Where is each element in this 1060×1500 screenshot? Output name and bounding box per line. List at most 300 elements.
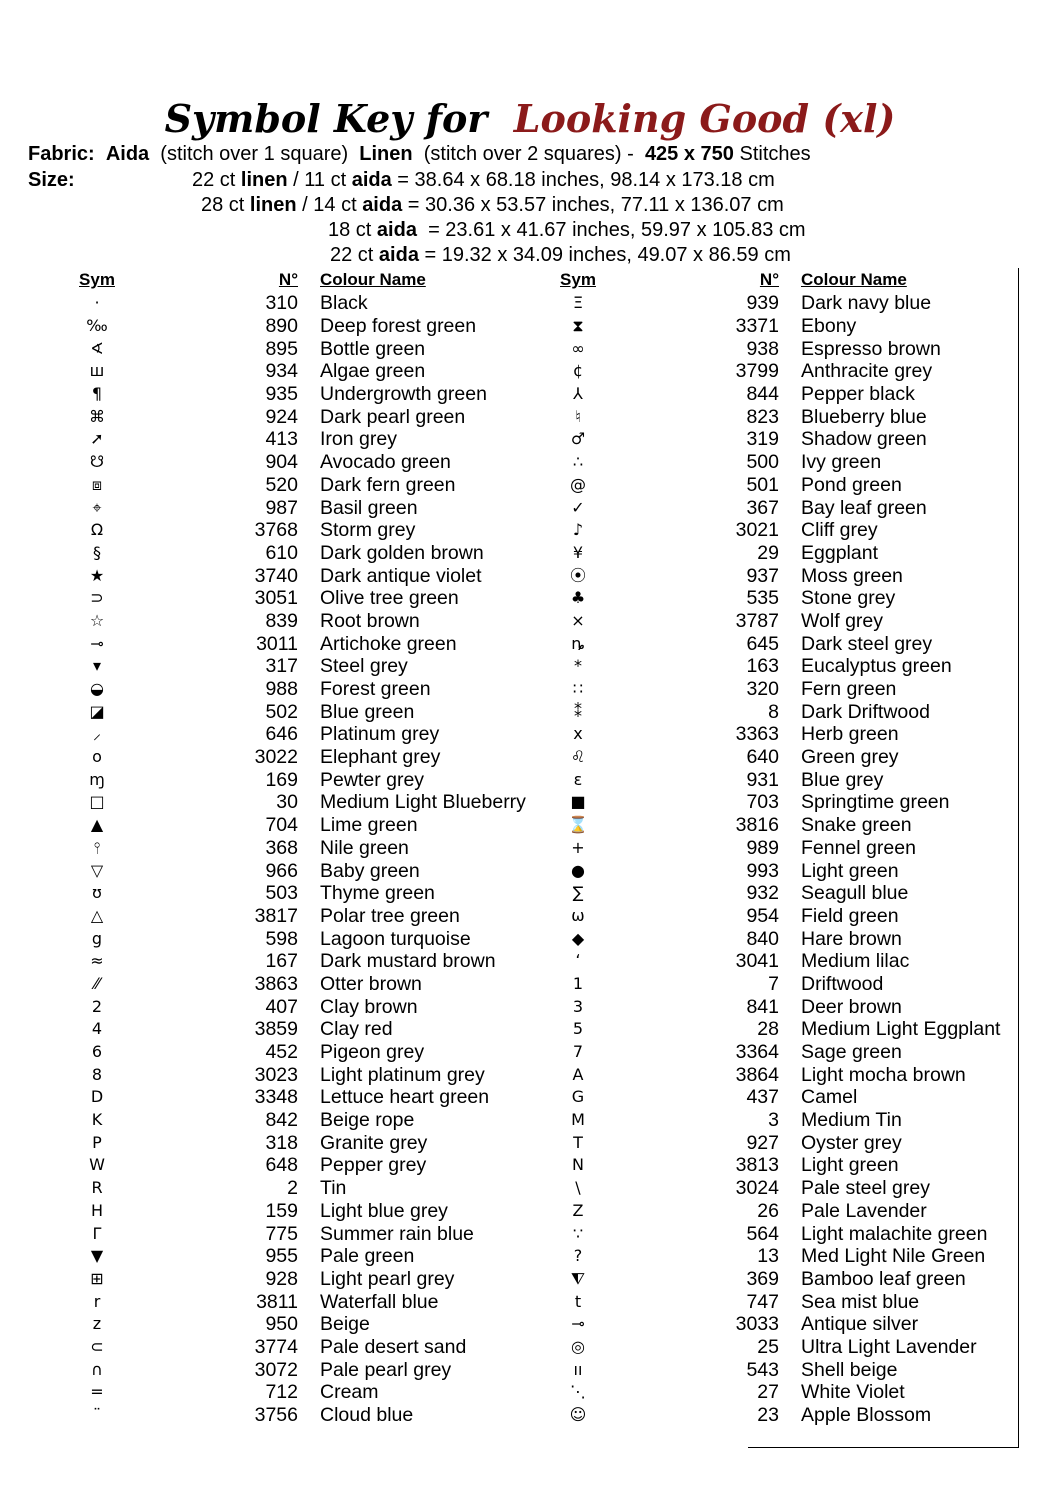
colour-name: Espresso brown xyxy=(801,337,941,360)
table-row xyxy=(523,292,1051,315)
colour-number: 839 xyxy=(265,609,298,632)
table-row xyxy=(523,564,1051,587)
symbol-icon: ☋ xyxy=(89,452,105,472)
colour-name: Lagoon turquoise xyxy=(320,927,471,950)
table-row xyxy=(523,678,1051,701)
colour-name: Pond green xyxy=(801,473,902,496)
colour-number: 842 xyxy=(265,1109,298,1132)
size-line-text: = 38.64 x 68.18 inches, 98.14 x 173.18 cm xyxy=(391,169,775,191)
colour-number: 28 xyxy=(757,1018,779,1041)
header-sym: Sym xyxy=(560,270,596,289)
table-row xyxy=(42,1018,570,1041)
colour-name: Cliff grey xyxy=(801,519,878,542)
table-row xyxy=(523,519,1051,542)
table-row xyxy=(523,1063,1051,1086)
table-row xyxy=(523,1404,1051,1427)
table-row xyxy=(523,1177,1051,1200)
table-row xyxy=(42,496,570,519)
symbol-icon: Z xyxy=(572,1200,584,1220)
table-row xyxy=(523,700,1051,723)
symbol-icon: △ xyxy=(90,905,104,925)
table-row xyxy=(42,1245,570,1268)
symbol-icon: + xyxy=(571,837,585,857)
symbol-icon: ★ xyxy=(89,565,105,585)
symbol-icon: ⋱ xyxy=(570,1382,586,1402)
colour-number: 317 xyxy=(265,655,298,678)
colour-name: Pale desert sand xyxy=(320,1335,467,1358)
colour-number: 27 xyxy=(757,1381,779,1404)
symbol-icon: ¥ xyxy=(572,542,584,562)
symbol-icon: ɱ xyxy=(89,769,105,789)
colour-name: Medium Light Eggplant xyxy=(801,1018,1001,1041)
header-name: Colour Name xyxy=(801,270,907,289)
colour-number: 598 xyxy=(265,927,298,950)
symbol-icon: W xyxy=(89,1155,105,1175)
colour-number: 823 xyxy=(746,405,779,428)
colour-name: Light mocha brown xyxy=(801,1063,966,1086)
colour-name: Fern green xyxy=(801,678,897,701)
symbol-icon: A xyxy=(572,1064,584,1084)
table-row xyxy=(523,383,1051,406)
colour-name: Pepper black xyxy=(801,383,915,406)
table-row xyxy=(523,882,1051,905)
colour-name: Otter brown xyxy=(320,972,422,995)
colour-name: Dark navy blue xyxy=(801,292,932,315)
colour-name: Storm grey xyxy=(320,519,416,542)
colour-name: Steel grey xyxy=(320,655,408,678)
symbol-icon: K xyxy=(91,1110,103,1130)
colour-name: Platinum grey xyxy=(320,723,440,746)
symbol-icon: r xyxy=(93,1291,101,1311)
symbol-icon: 1 xyxy=(572,973,584,993)
colour-name: Hare brown xyxy=(801,927,902,950)
colour-name: Bamboo leaf green xyxy=(801,1267,966,1290)
colour-name: Stone grey xyxy=(801,587,896,610)
symbol-icon: @ xyxy=(570,474,586,494)
colour-number: 13 xyxy=(757,1245,779,1268)
colour-number: 407 xyxy=(265,995,298,1018)
size-line-text: = 23.61 x 41.67 inches, 59.97 x 105.83 cm xyxy=(416,219,806,241)
symbol-icon: ▽ xyxy=(90,860,104,880)
colour-name: Seagull blue xyxy=(801,882,909,905)
colour-name: Dark steel grey xyxy=(801,632,933,655)
table-row xyxy=(523,837,1051,860)
colour-name: Dark Driftwood xyxy=(801,700,930,723)
symbol-icon: ∩ xyxy=(91,1359,103,1379)
colour-number: 3859 xyxy=(254,1018,298,1041)
colour-number: 3371 xyxy=(735,315,779,338)
colour-number: 319 xyxy=(746,428,779,451)
colour-name: Snake green xyxy=(801,814,912,837)
colour-name: Black xyxy=(320,292,368,315)
colour-number: 932 xyxy=(746,882,779,905)
colour-name: Light malachite green xyxy=(801,1222,988,1245)
table-row xyxy=(523,474,1051,497)
table-row xyxy=(42,337,570,360)
colour-name: Cream xyxy=(320,1381,379,1404)
fabric-line xyxy=(28,142,811,167)
symbol-icon: ¶ xyxy=(91,384,103,404)
colour-name: Dark antique violet xyxy=(320,564,482,587)
colour-number: 703 xyxy=(746,791,779,814)
colour-number: 368 xyxy=(265,836,298,859)
colour-number: 3799 xyxy=(735,360,779,383)
table-row xyxy=(42,292,570,315)
colour-name: Pale Lavender xyxy=(801,1199,927,1222)
symbol-icon: ∵ xyxy=(572,1223,584,1243)
colour-name: Shadow green xyxy=(801,428,927,451)
symbol-icon: ◪ xyxy=(89,701,105,721)
symbol-icon: ⊂ xyxy=(90,1336,104,1356)
symbol-icon: Ω xyxy=(90,520,104,540)
symbol-table-right xyxy=(523,268,1051,1426)
colour-name: Nile green xyxy=(320,836,409,859)
table-row xyxy=(523,973,1051,996)
symbol-icon: Γ xyxy=(92,1223,102,1243)
colour-number: 938 xyxy=(746,337,779,360)
title-prefix: Symbol Key for xyxy=(164,96,488,141)
symbol-icon: ◒ xyxy=(90,679,104,699)
symbol-icon: N xyxy=(572,1155,584,1175)
symbol-icon: x xyxy=(573,724,583,744)
table-header xyxy=(523,268,1051,292)
size-line-text: / 14 ct xyxy=(296,194,363,216)
colour-name: Basil green xyxy=(320,496,418,519)
size-line-text: 22 ct xyxy=(192,169,241,191)
symbol-table-left xyxy=(42,268,570,1426)
colour-number: 3817 xyxy=(254,904,298,927)
table-row xyxy=(42,837,570,860)
symbol-icon: ⊞ xyxy=(90,1268,104,1288)
symbol-icon: ♪ xyxy=(572,520,584,540)
symbol-icon: ¢ xyxy=(572,361,584,381)
colour-name: Herb green xyxy=(801,723,899,746)
colour-name: Ultra Light Lavender xyxy=(801,1335,977,1358)
colour-number: 966 xyxy=(265,859,298,882)
colour-number: 3864 xyxy=(735,1063,779,1086)
size-label: Size: xyxy=(28,169,75,191)
table-row xyxy=(42,1336,570,1359)
symbol-icon: ✓ xyxy=(571,497,585,517)
symbol-icon: ⁑ xyxy=(574,701,582,721)
colour-number: 3348 xyxy=(254,1086,298,1109)
table-row xyxy=(523,1154,1051,1177)
table-row xyxy=(42,542,570,565)
colour-name: Thyme green xyxy=(320,882,435,905)
table-row xyxy=(42,1222,570,1245)
colour-name: Beige rope xyxy=(320,1109,415,1132)
table-row xyxy=(42,859,570,882)
table-row xyxy=(42,1404,570,1427)
symbol-icon: ʊ xyxy=(92,883,102,903)
colour-name: Wolf grey xyxy=(801,609,883,632)
header-name: Colour Name xyxy=(320,270,426,289)
colour-number: 169 xyxy=(265,768,298,791)
symbol-icon: · xyxy=(94,293,100,313)
table-row xyxy=(523,1358,1051,1381)
colour-number: 23 xyxy=(757,1404,779,1427)
page-title xyxy=(0,96,1060,142)
colour-number: 987 xyxy=(265,496,298,519)
symbol-icon: ш xyxy=(89,361,105,381)
colour-name: Springtime green xyxy=(801,791,950,814)
table-row xyxy=(523,1381,1051,1404)
colour-number: 924 xyxy=(265,405,298,428)
colour-number: 3768 xyxy=(254,519,298,542)
table-row xyxy=(523,1313,1051,1336)
colour-name: Sea mist blue xyxy=(801,1290,920,1313)
colour-number: 3022 xyxy=(254,746,298,769)
table-row xyxy=(523,791,1051,814)
symbol-icon: § xyxy=(93,542,101,562)
colour-name: Medium Tin xyxy=(801,1109,902,1132)
colour-name: Avocado green xyxy=(320,451,451,474)
table-row xyxy=(42,746,570,769)
colour-number: 3 xyxy=(768,1109,779,1132)
symbol-icon: t xyxy=(574,1291,582,1311)
size-line-bold: aida xyxy=(376,219,417,241)
colour-number: 8 xyxy=(768,700,779,723)
colour-name: Ivy green xyxy=(801,451,882,474)
table-row xyxy=(523,632,1051,655)
symbol-icon: ⧗ xyxy=(572,316,584,336)
colour-number: 993 xyxy=(746,859,779,882)
symbol-icon: ➚ xyxy=(90,429,104,449)
symbol-icon: □ xyxy=(89,792,105,812)
colour-name: Bottle green xyxy=(320,337,426,360)
symbol-icon: H xyxy=(90,1200,104,1220)
symbol-icon: ? xyxy=(573,1246,583,1266)
table-row xyxy=(42,1358,570,1381)
colour-name: Apple Blossom xyxy=(801,1404,932,1427)
colour-number: 543 xyxy=(746,1358,779,1381)
symbol-icon: 7 xyxy=(572,1042,584,1062)
colour-name: Baby green xyxy=(320,859,420,882)
colour-number: 747 xyxy=(746,1290,779,1313)
colour-number: 520 xyxy=(265,473,298,496)
table-row xyxy=(42,1200,570,1223)
size-line-text: 28 ct xyxy=(201,194,250,216)
design-name: Looking Good (xl) xyxy=(513,96,896,141)
symbol-icon: ¨ xyxy=(93,1405,101,1425)
size-line-bold: linen xyxy=(249,194,297,216)
table-row xyxy=(42,973,570,996)
symbol-icon: R xyxy=(91,1178,103,1198)
symbol-icon: G xyxy=(571,1087,585,1107)
colour-name: Waterfall blue xyxy=(320,1290,439,1313)
colour-name: Green grey xyxy=(801,746,899,769)
colour-number: 564 xyxy=(746,1222,779,1245)
colour-number: 3363 xyxy=(735,723,779,746)
symbol-icon: Ξ xyxy=(572,293,584,313)
table-row xyxy=(523,337,1051,360)
colour-number: 503 xyxy=(265,882,298,905)
table-row xyxy=(523,1086,1051,1109)
fabric-aida: Aida xyxy=(105,143,150,165)
colour-number: 3774 xyxy=(254,1335,298,1358)
table-row xyxy=(42,1290,570,1313)
table-row xyxy=(523,950,1051,973)
colour-number: 318 xyxy=(265,1131,298,1154)
symbol-icon: 8 xyxy=(91,1064,103,1084)
symbol-icon: ⊸ xyxy=(571,1314,585,1334)
fabric-label: Fabric: xyxy=(28,143,95,165)
symbol-icon: ‰ xyxy=(86,316,108,336)
size-line-4 xyxy=(330,243,791,268)
symbol-icon: ⸝ xyxy=(92,724,101,744)
table-row xyxy=(523,768,1051,791)
colour-name: Camel xyxy=(801,1086,858,1109)
colour-number: 500 xyxy=(746,451,779,474)
table-row xyxy=(523,542,1051,565)
colour-name: Blue grey xyxy=(801,768,884,791)
colour-number: 535 xyxy=(746,587,779,610)
table-row xyxy=(42,315,570,338)
colour-number: 26 xyxy=(757,1199,779,1222)
colour-name: Artichoke green xyxy=(320,632,457,655)
table-row xyxy=(523,1041,1051,1064)
symbol-icon: = xyxy=(90,1382,104,1402)
colour-name: Driftwood xyxy=(801,972,884,995)
symbol-icon: ⫯ xyxy=(93,837,101,857)
table-row xyxy=(42,451,570,474)
table-row xyxy=(42,1268,570,1291)
colour-name: Oyster grey xyxy=(801,1131,902,1154)
colour-name: Lime green xyxy=(320,814,418,837)
size-line-text: 18 ct xyxy=(328,219,377,241)
colour-name: Clay red xyxy=(320,1018,393,1041)
symbol-icon: ⧨ xyxy=(570,1268,586,1288)
colour-name: Clay brown xyxy=(320,995,418,1018)
table-row xyxy=(42,1041,570,1064)
symbol-icon: ▼ xyxy=(90,1246,104,1266)
fabric-linen-note: (stitch over 2 squares) - xyxy=(423,143,634,165)
table-row xyxy=(523,746,1051,769)
colour-name: Polar tree green xyxy=(320,904,460,927)
table-row xyxy=(523,1109,1051,1132)
symbol-icon: ⁄⁄ xyxy=(94,973,100,993)
table-row xyxy=(523,1131,1051,1154)
colour-name: Blue green xyxy=(320,700,415,723)
table-border-bottom xyxy=(748,1447,1018,1448)
fabric-stitches: Stitches xyxy=(739,143,811,165)
colour-name: Fennel green xyxy=(801,836,916,859)
colour-number: 310 xyxy=(265,292,298,315)
symbol-icon: × xyxy=(571,610,585,630)
colour-name: Root brown xyxy=(320,609,420,632)
symbol-icon: ıı xyxy=(573,1359,583,1379)
colour-name: Beige xyxy=(320,1313,370,1336)
colour-number: 3364 xyxy=(735,1041,779,1064)
colour-number: 25 xyxy=(757,1335,779,1358)
table-row xyxy=(523,905,1051,928)
colour-number: 928 xyxy=(265,1267,298,1290)
colour-number: 437 xyxy=(746,1086,779,1109)
colour-name: Forest green xyxy=(320,678,431,701)
colour-name: Deep forest green xyxy=(320,315,477,338)
colour-number: 939 xyxy=(746,292,779,315)
size-line-bold: aida xyxy=(362,194,403,216)
colour-number: 3024 xyxy=(735,1177,779,1200)
table-row xyxy=(42,405,570,428)
table-row xyxy=(523,859,1051,882)
colour-number: 934 xyxy=(265,360,298,383)
table-row xyxy=(523,927,1051,950)
colour-name: Eggplant xyxy=(801,541,878,564)
symbol-icon: ω xyxy=(571,905,585,925)
table-row xyxy=(42,519,570,542)
table-row xyxy=(523,1245,1051,1268)
table-row xyxy=(42,610,570,633)
colour-name: Dark golden brown xyxy=(320,541,484,564)
header-num: N° xyxy=(278,270,298,289)
table-row xyxy=(42,678,570,701)
table-row xyxy=(42,1086,570,1109)
colour-number: 167 xyxy=(265,950,298,973)
symbol-icon: ⌖ xyxy=(92,497,102,517)
colour-name: Moss green xyxy=(801,564,903,587)
table-row xyxy=(42,1109,570,1132)
table-row xyxy=(523,1290,1051,1313)
colour-name: Medium Light Blueberry xyxy=(320,791,526,814)
colour-number: 3041 xyxy=(735,950,779,973)
symbol-icon: ∴ xyxy=(572,452,584,472)
colour-name: Iron grey xyxy=(320,428,397,451)
colour-number: 844 xyxy=(746,383,779,406)
size-line-bold: aida xyxy=(351,169,392,191)
size-line-1 xyxy=(192,168,775,193)
table-row xyxy=(42,768,570,791)
colour-name: Light platinum grey xyxy=(320,1063,485,1086)
symbol-icon: 4 xyxy=(91,1019,103,1039)
colour-number: 645 xyxy=(746,632,779,655)
table-row xyxy=(42,1177,570,1200)
colour-number: 3740 xyxy=(254,564,298,587)
size-line-text: = 30.36 x 53.57 inches, 77.11 x 136.07 cm xyxy=(402,194,784,216)
colour-name: Sage green xyxy=(801,1041,902,1064)
colour-number: 3021 xyxy=(735,519,779,542)
symbol-icon: g xyxy=(91,928,103,948)
colour-name: Pepper grey xyxy=(320,1154,427,1177)
colour-name: Dark mustard brown xyxy=(320,950,496,973)
colour-number: 648 xyxy=(265,1154,298,1177)
colour-number: 3023 xyxy=(254,1063,298,1086)
table-row xyxy=(42,995,570,1018)
fabric-dims: 425 x 750 xyxy=(644,143,734,165)
colour-number: 3756 xyxy=(254,1404,298,1427)
symbol-icon: 6 xyxy=(91,1042,103,1062)
colour-name: Light blue grey xyxy=(320,1199,448,1222)
colour-number: 704 xyxy=(265,814,298,837)
symbol-icon: ⊃ xyxy=(90,588,104,608)
symbol-icon: M xyxy=(571,1110,585,1130)
colour-name: Anthracite grey xyxy=(801,360,933,383)
colour-number: 367 xyxy=(746,496,779,519)
colour-number: 955 xyxy=(265,1245,298,1268)
colour-number: 950 xyxy=(265,1313,298,1336)
table-row xyxy=(523,1222,1051,1245)
table-row xyxy=(523,405,1051,428)
colour-number: 159 xyxy=(265,1199,298,1222)
symbol-icon: D xyxy=(90,1087,104,1107)
colour-number: 775 xyxy=(265,1222,298,1245)
fabric-linen: Linen xyxy=(359,143,413,165)
symbol-icon: ⦿ xyxy=(569,565,586,585)
colour-number: 927 xyxy=(746,1131,779,1154)
symbol-icon: 5 xyxy=(572,1019,584,1039)
table-row xyxy=(42,383,570,406)
table-row xyxy=(42,882,570,905)
